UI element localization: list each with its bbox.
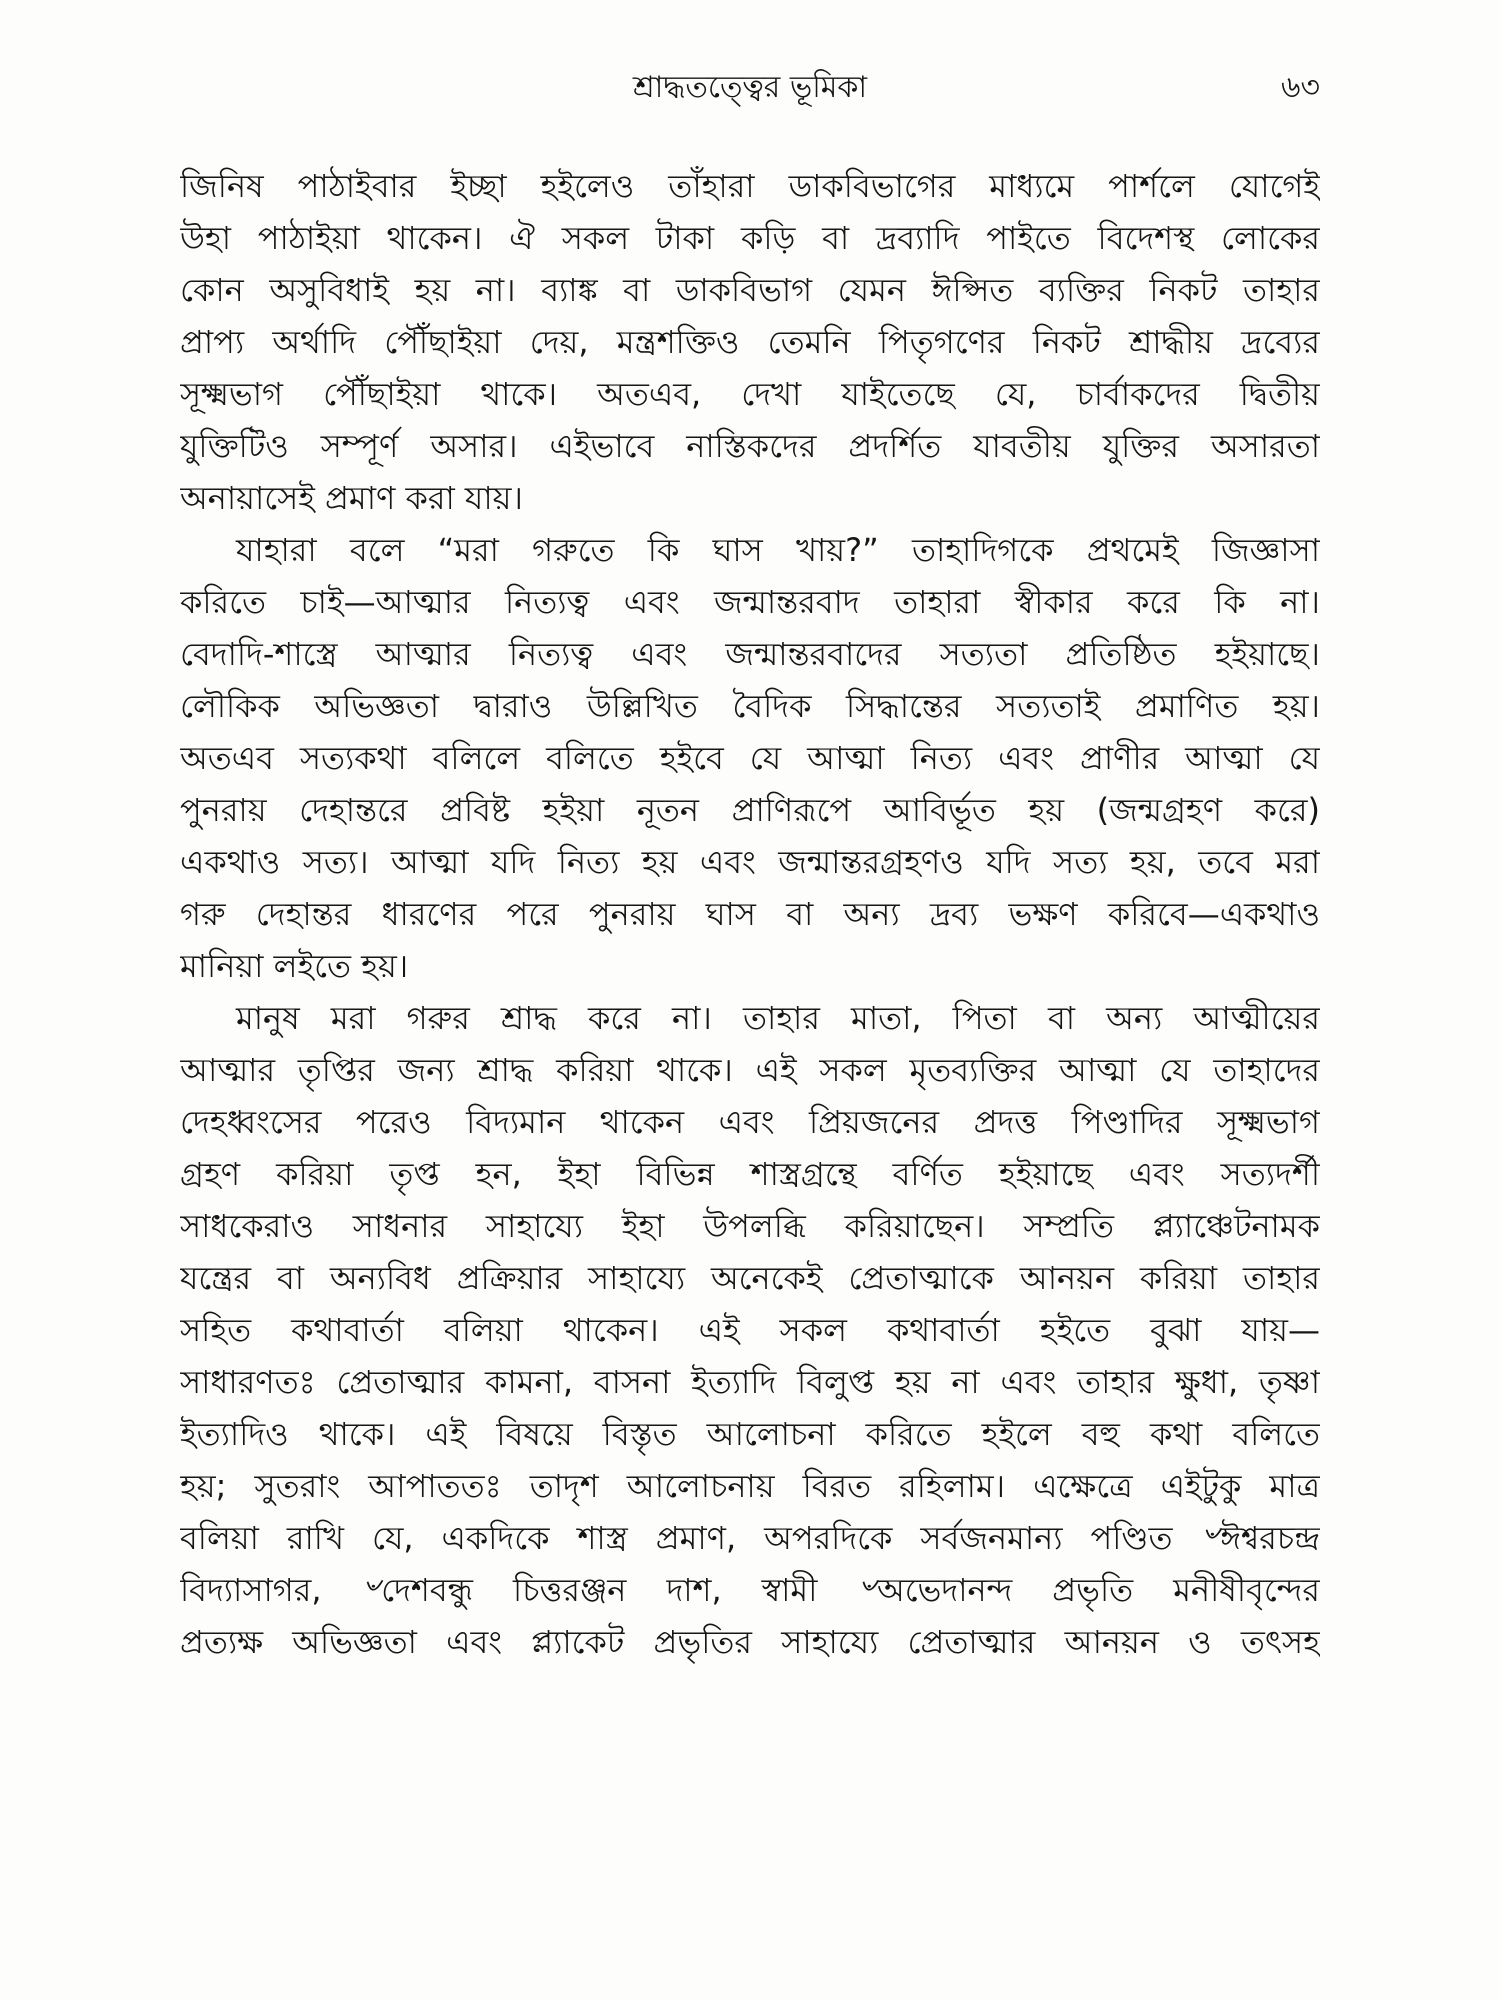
text-line: একথাও সত্য। আত্মা যদি নিত্য হয় এবং জন্মান্তরগ্রহণও যদি সত্য হয়, তবে মরা [180,843,1320,881]
text-line: সাধারণতঃ প্রেতাত্মার কামনা, বাসনা ইত্যাদি বিলুপ্ত হয় না এবং তাহার ক্ষুধা, তৃষ্ণা [180,1363,1320,1401]
text-line: সহিত কথাবার্তা বলিয়া থাকেন। এই সকল কথাবার্তা হইতে বুঝা যায়— [180,1311,1320,1349]
text-line: ইত্যাদিও থাকে। এই বিষয়ে বিস্তৃত আলোচনা করিতে হইলে বহু কথা বলিতে [180,1415,1320,1453]
text-line: দেহধ্বংসের পরেও বিদ্যমান থাকেন এবং প্রিয়জনের প্রদত্ত পিণ্ডাদির সূক্ষ্মভাগ [180,1103,1320,1141]
running-title: শ্রাদ্ধতত্ত্বের ভূমিকা [632,70,868,105]
text-line: উহা পাঠাইয়া থাকেন। ঐ সকল টাকা কড়ি বা দ্রব্যাদি পাইতে বিদেশস্থ লোকের [180,219,1320,257]
text-line: প্রত্যক্ষ অভিজ্ঞতা এবং প্ল্যাকেট প্রভৃতির সাহায্যে প্রেতাত্মার আনয়ন ও তৎসহ [180,1623,1320,1661]
text-line: প্রাপ্য অর্থাদি পৌঁছাইয়া দেয়, মন্ত্রশক্তিও তেমনি পিতৃগণের নিকট শ্রাদ্ধীয় দ্রব্যের [180,323,1320,361]
paragraph-2 [180,524,1320,992]
text-line: করিতে চাই—আত্মার নিত্যত্ব এবং জন্মান্তরবাদ তাহারা স্বীকার করে কি না। [180,583,1320,621]
running-head [180,60,1320,120]
text-line: অনায়াসেই প্রমাণ করা যায়। [180,479,523,517]
text-line: গরু দেহান্তর ধারণের পরে পুনরায় ঘাস বা অন্য দ্রব্য ভক্ষণ করিবে—একথাও [180,895,1320,933]
text-line: বেদাদি-শাস্ত্রে আত্মার নিত্যত্ব এবং জন্মান্তরবাদের সত্যতা প্রতিষ্ঠিত হইয়াছে। [180,635,1320,673]
paragraph-1 [180,160,1320,524]
text-line: পুনরায় দেহান্তরে প্রবিষ্ট হইয়া নূতন প্রাণিরূপে আবির্ভূত হয় (জন্মগ্রহণ করে) [180,791,1320,829]
text-line: লৌকিক অভিজ্ঞতা দ্বারাও উল্লিখিত বৈদিক সিদ্ধান্তের সত্যতাই প্রমাণিত হয়। [180,687,1320,725]
text-line: বিদ্যাসাগর, ৺দেশবন্ধু চিত্তরঞ্জন দাশ, স্বামী ৺অভেদানন্দ প্রভৃতি মনীষীবৃন্দের [180,1571,1320,1609]
text-line: সূক্ষ্মভাগ পৌঁছাইয়া থাকে। অতএব, দেখা যাইতেছে যে, চার্বাকদের দ্বিতীয় [180,375,1320,413]
body-text [180,160,1320,1668]
text-line: গ্রহণ করিয়া তৃপ্ত হন, ইহা বিভিন্ন শাস্ত্রগ্রন্থে বর্ণিত হইয়াছে এবং সত্যদর্শী [180,1155,1320,1193]
text-line: বলিয়া রাখি যে, একদিকে শাস্ত্র প্রমাণ, অপরদিকে সর্বজনমান্য পণ্ডিত ৺ঈশ্বরচন্দ্র [180,1519,1320,1557]
text-line: অতএব সত্যকথা বলিলে বলিতে হইবে যে আত্মা নিত্য এবং প্রাণীর আত্মা যে [180,739,1320,777]
text-line: সাধকেরাও সাধনার সাহায্যে ইহা উপলব্ধি করিয়াছেন। সম্প্রতি প্ল্যাঞ্চেটনামক [180,1207,1320,1245]
text-line: যন্ত্রের বা অন্যবিধ প্রক্রিয়ার সাহায্যে অনেকেই প্রেতাত্মাকে আনয়ন করিয়া তাহার [180,1259,1320,1297]
text-line: মানিয়া লইতে হয়। [180,947,409,985]
text-line: কোন অসুবিধাই হয় না। ব্যাঙ্ক বা ডাকবিভাগ যেমন ঈপ্সিত ব্যক্তির নিকট তাহার [180,271,1320,309]
text-line: হয়; সুতরাং আপাততঃ তাদৃশ আলোচনায় বিরত রহিলাম। এক্ষেত্রে এইটুকু মাত্র [180,1467,1320,1505]
text-line: জিনিষ পাঠাইবার ইচ্ছা হইলেও তাঁহারা ডাকবিভাগের মাধ্যমে পার্শলে যোগেই [180,167,1320,205]
text-line: আত্মার তৃপ্তির জন্য শ্রাদ্ধ করিয়া থাকে। এই সকল মৃতব্যক্তির আত্মা যে তাহাদের [180,1051,1320,1089]
page-number: ৬৩ [1280,70,1320,105]
text-line: মানুষ মরা গরুর শ্রাদ্ধ করে না। তাহার মাতা, পিতা বা অন্য আত্মীয়ের [236,999,1320,1037]
text-line: যুক্তিটিও সম্পূর্ণ অসার। এইভাবে নাস্তিকদের প্রদর্শিত যাবতীয় যুক্তির অসারতা [180,427,1320,465]
text-line: যাহারা বলে “মরা গরুতে কি ঘাস খায়?” তাহাদিগকে প্রথমেই জিজ্ঞাসা [236,531,1320,569]
paragraph-3 [180,992,1320,1668]
